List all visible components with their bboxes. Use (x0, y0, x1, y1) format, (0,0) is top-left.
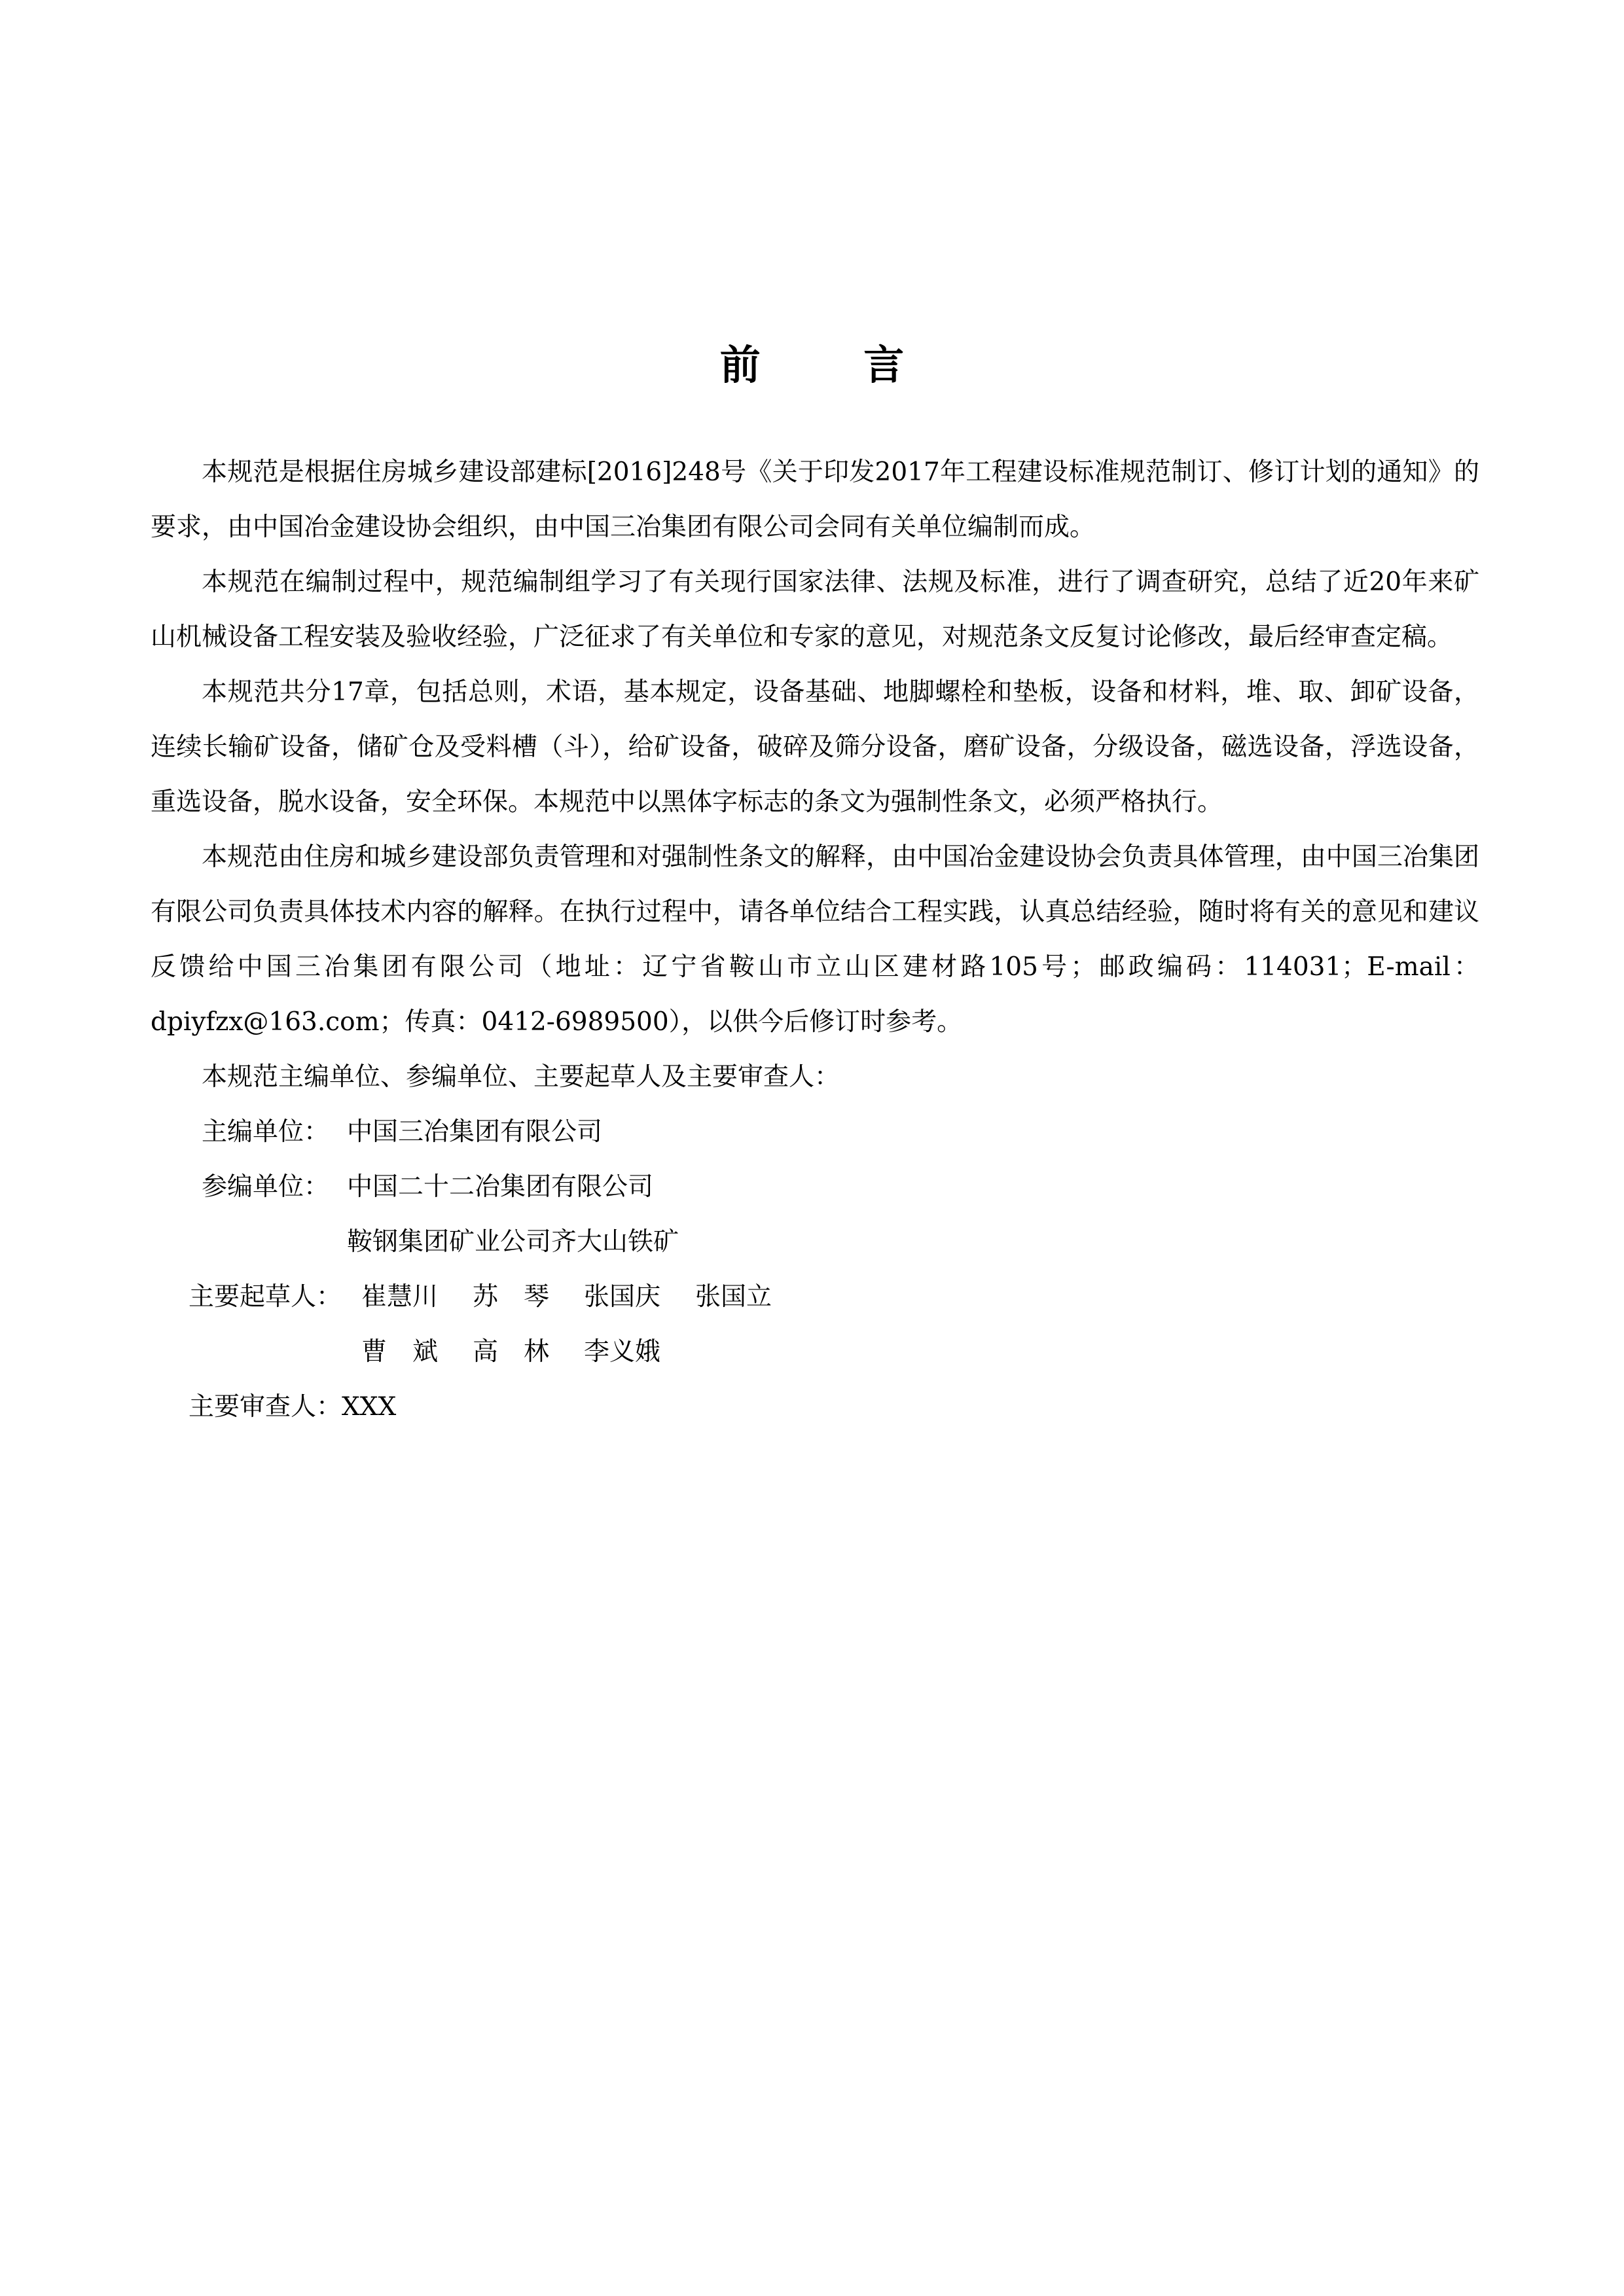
drafters-names-1 (361, 1270, 806, 1325)
participating-unit-row-2 (151, 1215, 1479, 1270)
units-intro: 本规范主编单位、参编单位、主要起草人及主要审查人： (202, 1062, 840, 1092)
drafter-name: 李义娥 (584, 1337, 661, 1367)
chief-unit-label: 主编单位： (202, 1117, 330, 1147)
chief-unit-row (151, 1105, 1479, 1160)
drafter-name: 张国立 (695, 1282, 772, 1312)
chief-unit-value: 中国三冶集团有限公司 (347, 1117, 603, 1147)
drafters-row-1 (151, 1270, 1479, 1325)
participating-unit-2: 鞍钢集团矿业公司齐大山铁矿 (347, 1227, 679, 1257)
reviewers-label (189, 1380, 396, 1435)
drafter-name: 崔慧川 (361, 1282, 439, 1312)
participating-label: 参编单位： (202, 1172, 330, 1202)
drafter-name: 张国庆 (584, 1282, 661, 1312)
document-body (151, 445, 1479, 1435)
paragraph-3: 本规范共分17章，包括总则，术语，基本规定，设备基础、地脚螺栓和垫板，设备和材料，堆、取、卸矿设备，连续长输矿设备，储矿仓及受料槽（斗），给矿设备，破碎及筛分设备，磨矿设备，分级设备，磁选设备，浮选设备，重选设备，脱水设备，安全环保。本规范中以黑体字标志的条文为强制性条文，必须严格执行。 (151, 677, 1479, 817)
reviewers-label-text: 主要审查人： (189, 1392, 342, 1422)
participating-unit-row-1 (151, 1160, 1479, 1215)
drafters-names-2 (361, 1325, 695, 1380)
paragraph-1: 本规范是根据住房城乡建设部建标[2016]248号《关于印发2017年工程建设标准规范制订、修订计划的通知》的要求，由中国冶金建设协会组织，由中国三冶集团有限公司会同有关单位编制而成。 (151, 457, 1479, 542)
drafter-name: 苏 琴 (473, 1282, 550, 1312)
reviewers-value: XXX (342, 1392, 397, 1422)
participating-unit-1: 中国二十二冶集团有限公司 (347, 1172, 654, 1202)
paragraph-4: 本规范由住房和城乡建设部负责管理和对强制性条文的解释，由中国冶金建设协会负责具体管理，由中国三冶集团有限公司负责具体技术内容的解释。在执行过程中，请各单位结合工程实践，认真总结经验，随时将有关的意见和建议反馈给中国三冶集团有限公司（地址：辽宁省鞍山市立山区建材路105号；邮政编码：114031；E-mail：dpiyfzx@163.com；传真：0412-6989500），以供今后修订时参考。 (151, 842, 1479, 1037)
page-title: 前 言 (719, 341, 949, 389)
drafter-name: 高 林 (473, 1337, 550, 1367)
drafters-row-2 (151, 1325, 1479, 1380)
reviewers-row (151, 1380, 1479, 1435)
drafter-name: 曹 斌 (361, 1337, 439, 1367)
paragraph-2: 本规范在编制过程中，规范编制组学习了有关现行国家法律、法规及标准，进行了调查研究，总结了近20年来矿山机械设备工程安装及验收经验，广泛征求了有关单位和专家的意见，对规范条文反复讨论修改，最后经审查定稿。 (151, 567, 1479, 652)
drafters-label: 主要起草人： (189, 1282, 342, 1312)
